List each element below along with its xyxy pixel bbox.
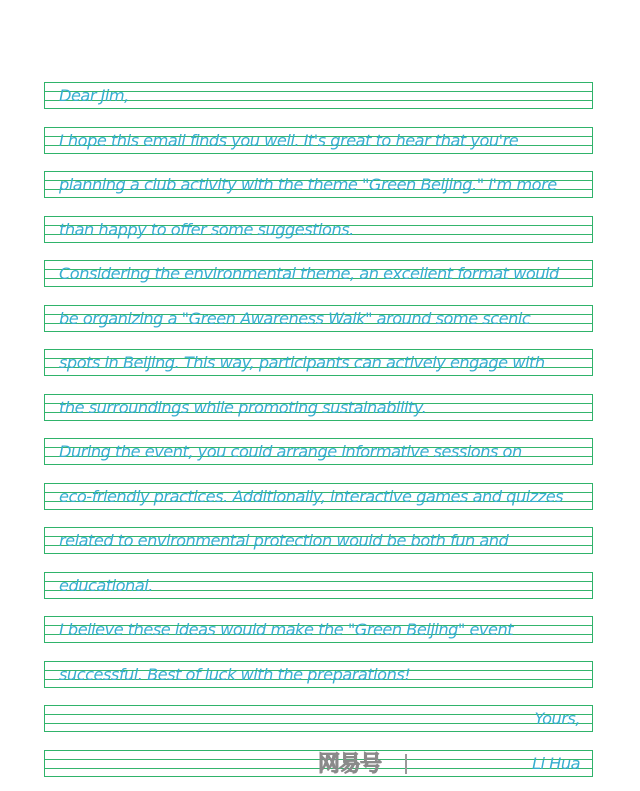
writing-band [44, 305, 593, 332]
letter-line: I believe these ideas would make the "Green Beijing" event [59, 620, 514, 639]
letter-line: During the event, you could arrange informative sessions on [59, 442, 522, 461]
letter-line: Considering the environmental theme, an excellent format would [59, 264, 559, 283]
writing-band [44, 705, 593, 732]
closing-line: Yours, [534, 709, 580, 728]
letter-line: the surroundings while promoting sustainability. [59, 398, 427, 417]
letter-line: related to environmental protection would be both fun and [59, 531, 509, 550]
writing-band [44, 572, 593, 599]
watermark-bar [405, 754, 407, 774]
writing-band [44, 171, 593, 198]
letter-line: than happy to offer some suggestions. [59, 220, 354, 239]
writing-band [44, 527, 593, 554]
writing-band [44, 661, 593, 688]
watermark-logo [316, 748, 412, 778]
writing-band [44, 82, 593, 109]
watermark-text: 网易号 [318, 752, 382, 777]
letter-line: I hope this email finds you well. It's great to hear that you're [59, 131, 519, 150]
letter-line: educational. [59, 576, 153, 595]
letter-line: be organizing a "Green Awareness Walk" around some scenic [59, 309, 531, 328]
writing-band [44, 260, 593, 287]
writing-band [44, 216, 593, 243]
writing-band [44, 616, 593, 643]
letter-line: successful. Best of luck with the preparations! [59, 665, 411, 684]
writing-band [44, 483, 593, 510]
writing-band [44, 438, 593, 465]
letter-line: spots in Beijing. This way, participants can actively engage with [59, 353, 545, 372]
letter-line: Dear Jim, [59, 86, 129, 105]
letter-line: planning a club activity with the theme "Green Beijing." I'm more [59, 175, 557, 194]
writing-band [44, 127, 593, 154]
writing-band [44, 349, 593, 376]
letter-line: eco-friendly practices. Additionally, interactive games and quizzes [59, 487, 564, 506]
signature-line: Li Hua [531, 754, 580, 773]
writing-band [44, 394, 593, 421]
